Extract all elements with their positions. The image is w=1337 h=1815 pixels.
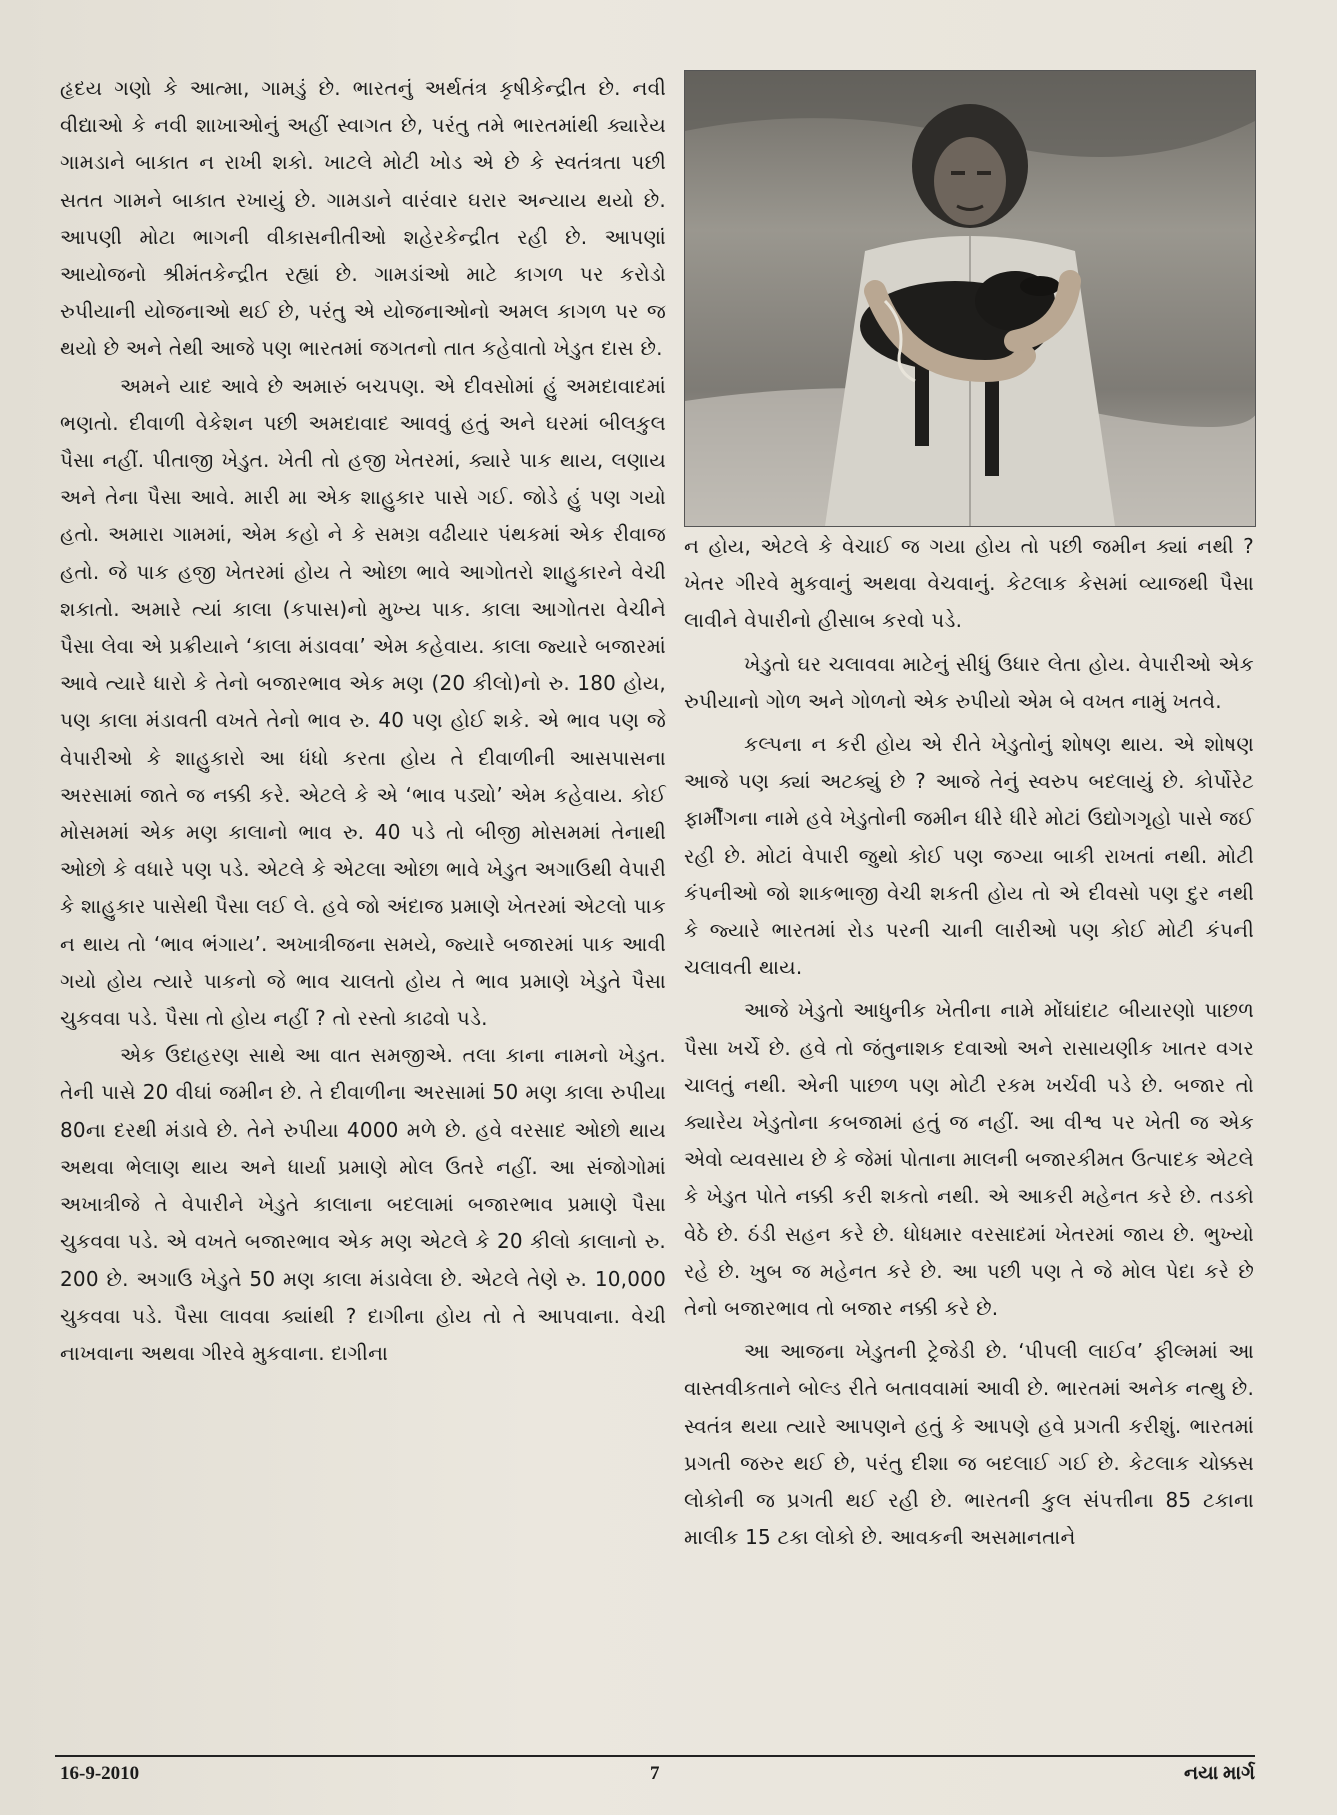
left-column	[60, 70, 666, 1372]
paragraph: ન હોય, એટલે કે વેચાઈ જ ગયા હોય તો પછી જમીન ક્યાં નથી ? ખેતર ગીરવે મુકવાનું અથવા વેચવાનું. કેટલાક કેસમાં વ્યાજથી પૈસા લાવીને વેપારીનો હીસાબ કરવો પડે.	[684, 534, 1254, 633]
paragraph: હૃદય ગણો કે આત્મા, ગામડું છે. ભારતનું અર્થતંત્ર કૃષીકેન્દ્રીત છે. નવી વીદ્યાઓ કે નવી શાખાઓનું અહીં સ્વાગત છે, પરંતુ તમે ભારતમાંથી ક્યારેય ગામડાને બાકાત ન રાખી શકો. ખાટલે મોટી ખોડ એ છે કે સ્વતંત્રતા પછી સતત ગામને બાકાત રખાયું છે. ગામડાને વારંવાર ઘરાર અન્યાય થયો છે. આપણી મોટા ભાગની વીકાસનીતીઓ શહેરકેન્દ્રીત રહી છે. આપણાં આયોજનો શ્રીમંતકેન્દ્રીત રહ્યાં છે. ગામડાંઓ માટે કાગળ પર કરોડો રુપીયાની યોજનાઓ થઈ છે, પરંતુ એ યોજનાઓનો અમલ કાગળ પર જ થયો છે અને તેથી આજે પણ ભારતમાં જગતનો તાત કહેવાતો ખેડુત દાસ છે.	[60, 76, 666, 361]
page-number: 7	[650, 1763, 660, 1784]
magazine-name: નયા માર્ગ	[1183, 1763, 1255, 1784]
paragraph: કલ્પના ન કરી હોય એ રીતે ખેડુતોનું શોષણ થાય. એ શોષણ આજે પણ ક્યાં અટક્યું છે ? આજે તેનું સ્વરુપ બદલાયું છે. કોર્પોરેટ ફાર્મીંગના નામે હવે ખેડુતોની જમીન ધીરે ધીરે મોટાં ઉદ્યોગગૃહો પાસે જઈ રહી છે. મોટાં વેપારી જુથો કોઈ પણ જગ્યા બાકી રાખતાં નથી. મોટી કંપનીઓ જો શાકભાજી વેચી શકતી હોય તો એ દીવસો પણ દુર નથી કે જ્યારે ભારતમાં રોડ પરની ચાની લારીઓ પણ કોઈ મોટી કંપની ચલાવતી થાય.	[684, 732, 1254, 980]
farmer-with-lamb-photo	[684, 70, 1256, 527]
photo-illustration	[685, 71, 1255, 526]
footer-date: 16-9-2010	[60, 1763, 140, 1784]
paragraph: આ આજના ખેડુતની ટ્રેજેડી છે. ‘પીપલી લાઈવ’ ફીલ્મમાં આ વાસ્તવીકતાને બોલ્ડ રીતે બતાવવામાં આવી છે. ભારતમાં અનેક નત્થુ છે. સ્વતંત્ર થયા ત્યારે આપણને હતું કે આપણે હવે પ્રગતી કરીશું. ભારતમાં પ્રગતી જરુર થઈ છે, પરંતુ દીશા જ બદલાઈ ગઈ છે. કેટલાક ચોક્કસ લોકોની જ પ્રગતી થઈ રહી છે. ભારતની કુલ સંપત્તીના 85 ટકાના માલીક 15 ટકા લોકો છે. આવકની અસમાનતાને	[684, 1339, 1254, 1550]
paragraph: એક ઉદાહરણ સાથે આ વાત સમજીએ. તલા કાના નામનો ખેડુત. તેની પાસે 20 વીઘાં જમીન છે. તે દીવાળીના અરસામાં 50 મણ કાલા રુપીયા 80ના દરથી મંડાવે છે. તેને રુપીયા 4000 મળે છે. હવે વરસાદ ઓછો થાય અથવા ભેલાણ થાય અને ધાર્યા પ્રમાણે મોલ ઉતરે નહીં. આ સંજોગોમાં અખાત્રીજે તે વેપારીને ખેડુતે કાલાના બદલામાં બજારભાવ પ્રમાણે પૈસા ચુકવવા પડે. એ વખતે બજારભાવ એક મણ એટલે કે 20 કીલો કાલાનો રુ. 200 છે. અગાઉ ખેડુતે 50 મણ કાલા મંડાવેલા છે. એટલે તેણે રુ. 10,000 ચુકવવા પડે. પૈસા લાવવા ક્યાંથી ? દાગીના હોય તો તે આપવાના. વેચી નાખવાના અથવા ગીરવે મુકવાના. દાગીના	[60, 1043, 666, 1365]
paragraph: ખેડુતો ઘર ચલાવવા માટેનું સીધું ઉધાર લેતા હોય. વેપારીઓ એક રુપીયાનો ગોળ અને ગોળનો એક રુપીયો એમ બે વખત નામું ખતવે.	[684, 651, 1254, 713]
footer-divider	[55, 1755, 1255, 1757]
paragraph: આજે ખેડુતો આધુનીક ખેતીના નામે મોંઘાંદાટ બીયારણો પાછળ પૈસા ખર્ચે છે. હવે તો જંતુનાશક દવાઓ અને રાસાયણીક ખાતર વગર ચાલતું નથી. એની પાછળ પણ મોટી રકમ ખર્ચવી પડે છે. બજાર તો ક્યારેય ખેડુતોના કબજામાં હતું જ નહીં. આ વીશ્વ પર ખેતી જ એક એવો વ્યવસાય છે કે જેમાં પોતાના માલની બજારકીમત ઉત્પાદક એટલે કે ખેડુત પોતે નક્કી કરી શકતો નથી. એ આકરી મહેનત કરે છે. તડકો વેઠે છે. ઠંડી સહન કરે છે. ધોધમાર વરસાદમાં ખેતરમાં જાય છે. ભુખ્યો રહે છે. ખુબ જ મહેનત કરે છે. આ પછી પણ તે જે મોલ પેદા કરે છે તેનો બજારભાવ તો બજાર નક્કી કરે છે.	[684, 998, 1254, 1321]
right-column	[684, 528, 1254, 1556]
paragraph: અમને યાદ આવે છે અમારું બચપણ. એ દીવસોમાં હું અમદાવાદમાં ભણતો. દીવાળી વેકેશન પછી અમદાવાદ આવવું હતું અને ઘરમાં બીલકુલ પૈસા નહીં. પીતાજી ખેડુત. ખેતી તો હજી ખેતરમાં, ક્યારે પાક થાય, લણાય અને તેના પૈસા આવે. મારી મા એક શાહુકાર પાસે ગઈ. જોડે હું પણ ગયો હતો. અમારા ગામમાં, એમ કહો ને કે સમગ્ર વઢીયાર પંથકમાં એક રીવાજ હતો. જે પાક હજી ખેતરમાં હોય તે ઓછા ભાવે આગોતરો શાહુકારને વેચી શકાતો. અમારે ત્યાં કાલા (કપાસ)નો મુખ્ય પાક. કાલા આગોતરા વેચીને પૈસા લેવા એ પ્રક્રીયાને ‘કાલા મંડાવવા’ એમ કહેવાય. કાલા જ્યારે બજારમાં આવે ત્યારે ધારો કે તેનો બજારભાવ એક મણ (20 કીલો)નો રુ. 180 હોય, પણ કાલા મંડાવતી વખતે તેનો ભાવ રુ. 40 પણ હોઈ શકે. એ ભાવ પણ જે વેપારીઓ કે શાહુકારો આ ધંધો કરતા હોય તે દીવાળીની આસપાસના અરસામાં જાતે જ નક્કી કરે. એટલે કે એ ‘ભાવ પડ્યો’ એમ કહેવાય. કોઈ મોસમમાં એક મણ કાલાનો ભાવ રુ. 40 પડે તો બીજી મોસમમાં તેનાથી ઓછો કે વધારે પણ પડે. એટલે કે એટલા ઓછા ભાવે ખેડુત અગાઉથી વેપારી કે શાહુકાર પાસેથી પૈસા લઈ લે. હવે જો અંદાજ પ્રમાણે ખેતરમાં એટલો પાક ન થાય તો ‘ભાવ ભંગાય’. અખાત્રીજના સમયે, જ્યારે બજારમાં પાક આવી ગયો હોય ત્યારે પાકનો જે ભાવ ચાલતો હોય તે ભાવ પ્રમાણે ખેડુતે પૈસા ચુકવવા પડે. પૈસા તો હોય નહીં ? તો રસ્તો કાઢવો પડે.	[60, 373, 666, 1031]
